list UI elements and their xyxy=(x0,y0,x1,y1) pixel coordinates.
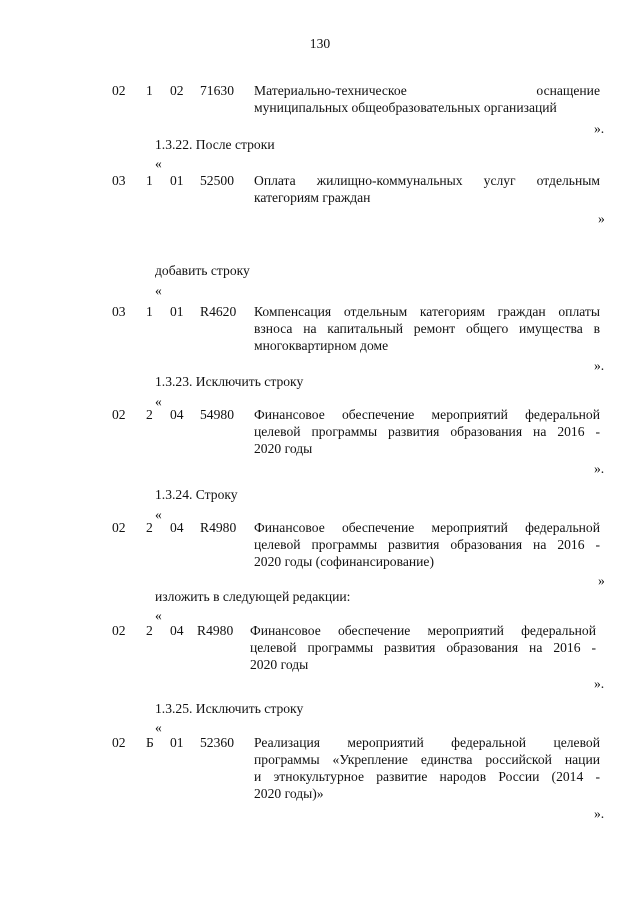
description-line: Оплата жилищно-коммунальных услуг отдельным xyxy=(254,173,600,188)
instruction-text: 1.3.22. После строки xyxy=(155,137,275,152)
closing-quote: ». xyxy=(594,461,605,476)
description-line: многоквартирном доме xyxy=(254,338,389,353)
instruction-text: 1.3.24. Строку xyxy=(155,487,238,502)
description-line: 2020 годы (софинансирование) xyxy=(254,554,434,569)
code-program: 2 xyxy=(146,623,153,638)
page-number: 130 xyxy=(309,36,331,51)
code-section: 02 xyxy=(112,83,126,98)
row-description xyxy=(254,82,600,116)
description-line: категориям граждан xyxy=(254,190,371,205)
opening-quote: « xyxy=(155,156,162,171)
row-description xyxy=(250,622,596,673)
code-program: 2 xyxy=(146,407,153,422)
description-line: Финансовое обеспечение мероприятий федеральной xyxy=(254,407,600,422)
description-line: взноса на капитальный ремонт общего имущества в xyxy=(254,321,600,336)
description-line: Реализация мероприятий федеральной целевой xyxy=(254,735,600,750)
description-line: целевой программы развития образования на 2016 - xyxy=(254,424,600,439)
row-description xyxy=(254,519,600,570)
code-section: 02 xyxy=(112,520,126,535)
closing-quote: ». xyxy=(594,121,605,136)
opening-quote: « xyxy=(155,720,162,735)
code-direction: R4620 xyxy=(200,304,237,319)
instruction-text: изложить в следующей редакции: xyxy=(155,589,351,604)
code-program: 1 xyxy=(146,304,153,319)
instruction-text: 1.3.23. Исключить строку xyxy=(155,374,304,389)
closing-quote: » xyxy=(598,573,605,588)
row-description xyxy=(254,734,600,802)
code-section: 02 xyxy=(112,735,126,750)
description-line: Финансовое обеспечение мероприятий федеральной xyxy=(250,623,596,638)
closing-quote: ». xyxy=(594,806,605,821)
code-section: 02 xyxy=(112,407,126,422)
description-line: Материально-техническое оснащение xyxy=(254,83,600,98)
code-subprogram: 04 xyxy=(170,520,184,535)
instruction-text: добавить строку xyxy=(155,263,250,278)
code-direction: 52500 xyxy=(200,173,234,188)
description-line: Финансовое обеспечение мероприятий федеральной xyxy=(254,520,600,535)
opening-quote: « xyxy=(155,394,162,409)
description-line: 2020 годы)» xyxy=(254,786,324,801)
code-subprogram: 04 xyxy=(170,623,184,638)
code-subprogram: 02 xyxy=(170,83,184,98)
code-subprogram: 01 xyxy=(170,304,184,319)
code-program: Б xyxy=(146,735,154,750)
code-direction: R4980 xyxy=(197,623,234,638)
code-program: 1 xyxy=(146,173,153,188)
closing-quote: ». xyxy=(594,358,605,373)
code-direction: 52360 xyxy=(200,735,234,750)
row-description xyxy=(254,406,600,457)
code-program: 2 xyxy=(146,520,153,535)
code-subprogram: 01 xyxy=(170,173,184,188)
opening-quote: « xyxy=(155,608,162,623)
code-subprogram: 01 xyxy=(170,735,184,750)
closing-quote: ». xyxy=(594,676,605,691)
instruction-text: 1.3.25. Исключить строку xyxy=(155,701,304,716)
row-description xyxy=(254,172,600,206)
description-line: целевой программы развития образования на 2016 - xyxy=(254,537,600,552)
code-direction: 54980 xyxy=(200,407,234,422)
code-section: 03 xyxy=(112,173,126,188)
row-description xyxy=(254,303,600,354)
description-line: программы «Укрепление единства российской нации xyxy=(254,752,600,767)
description-line: и этнокультурное развитие народов России (2014 - xyxy=(254,769,600,784)
code-section: 02 xyxy=(112,623,126,638)
description-line: 2020 годы xyxy=(254,441,313,456)
opening-quote: « xyxy=(155,507,162,522)
code-direction: R4980 xyxy=(200,520,237,535)
description-line: Компенсация отдельным категориям граждан оплаты xyxy=(254,304,600,319)
description-line: целевой программы развития образования на 2016 - xyxy=(250,640,596,655)
description-line: муниципальных общеобразовательных организаций xyxy=(254,100,557,115)
code-program: 1 xyxy=(146,83,153,98)
closing-quote: » xyxy=(598,211,605,226)
code-section: 03 xyxy=(112,304,126,319)
code-direction: 71630 xyxy=(200,83,234,98)
description-line: 2020 годы xyxy=(250,657,309,672)
code-subprogram: 04 xyxy=(170,407,184,422)
opening-quote: « xyxy=(155,283,162,298)
